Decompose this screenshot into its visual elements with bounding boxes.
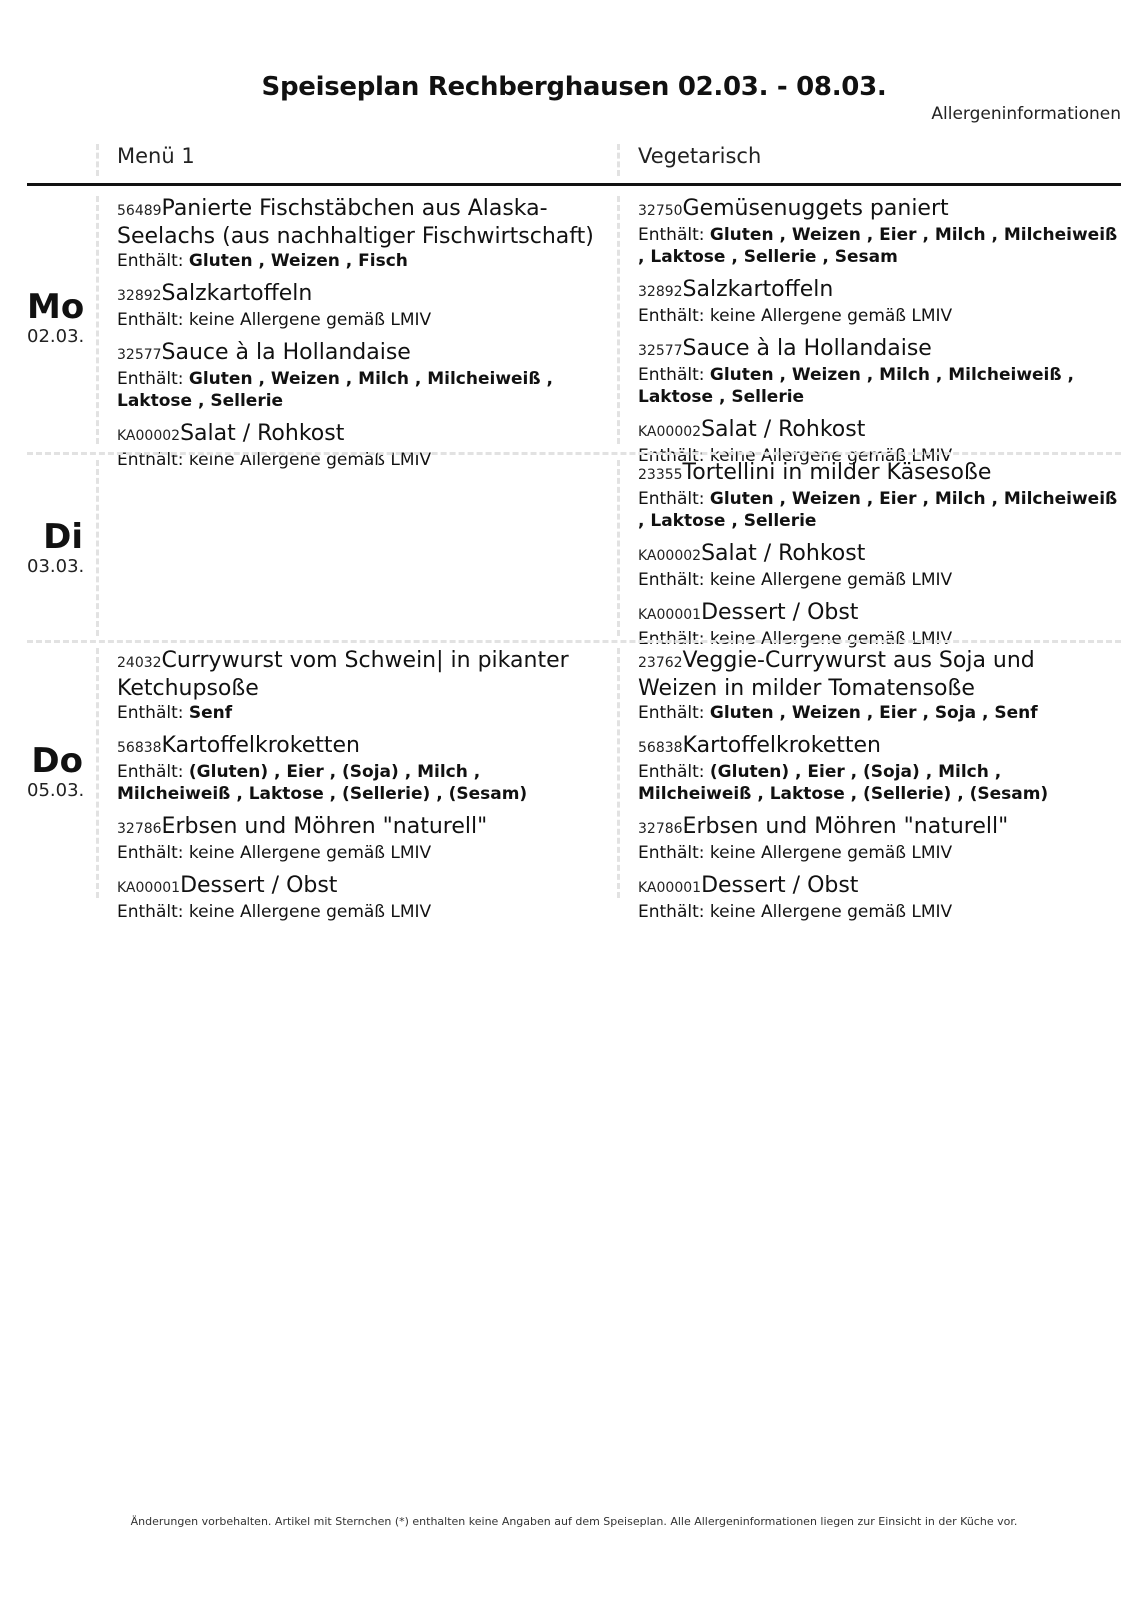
dish-code: 32577 — [638, 343, 683, 359]
day-divider — [27, 640, 1121, 643]
dish-line — [117, 281, 597, 309]
dish-code: 56489 — [117, 203, 162, 219]
day-label — [27, 288, 83, 348]
dish-name: Sauce à la Hollandaise — [682, 336, 932, 361]
menu-cell-vegetarisch — [617, 648, 1118, 922]
day-label — [27, 742, 83, 802]
allergen-list: Gluten , Weizen , Eier , Milch , Milcheiweiß , Laktose , Sellerie — [638, 489, 1118, 531]
day-row-di — [27, 460, 1121, 649]
page-title: Speiseplan Rechberghausen 02.03. - 08.03. — [261, 72, 887, 102]
allergen-prefix: Enthält: — [638, 489, 710, 509]
allergen-list: Gluten , Weizen , Milch , Milcheiweiß , Laktose , Sellerie — [117, 369, 553, 411]
dish-code: 32750 — [638, 203, 683, 219]
dish-line — [638, 417, 1118, 445]
allergen-line — [117, 368, 597, 412]
allergen-line — [638, 364, 1118, 408]
allergen-prefix: Enthält: — [117, 762, 189, 782]
menu-item — [117, 196, 597, 272]
dish-name: Erbsen und Möhren "naturell" — [161, 814, 488, 839]
dish-name: Dessert / Obst — [701, 600, 859, 625]
menu-item — [117, 281, 597, 331]
day-date: 02.03. — [27, 326, 85, 347]
allergen-prefix: Enthält: keine Allergene gemäß LMIV — [117, 450, 432, 470]
allergen-line — [117, 702, 597, 724]
dish-line — [638, 814, 1118, 842]
header-divider — [27, 183, 1121, 186]
dish-line — [638, 277, 1118, 305]
dish-line — [117, 814, 597, 842]
dish-name: Salat / Rohkost — [701, 417, 866, 442]
dish-name: Dessert / Obst — [701, 873, 859, 898]
dish-name: Gemüsenuggets paniert — [682, 196, 949, 221]
dish-line — [117, 873, 597, 901]
allergen-line — [638, 901, 1118, 923]
menu-item — [117, 733, 597, 805]
day-name: Mo — [27, 287, 85, 327]
dish-line — [638, 600, 1118, 628]
dish-name: Erbsen und Möhren "naturell" — [682, 814, 1009, 839]
allergen-line — [638, 628, 1118, 650]
menu-cell-menu-1 — [96, 648, 597, 922]
allergen-info-label: Allergeninformationen — [931, 104, 1121, 124]
dish-line — [117, 340, 597, 368]
day-name: Di — [43, 517, 83, 557]
dish-code: 56838 — [638, 740, 683, 756]
allergen-list: Gluten , Weizen , Eier , Soja , Senf — [709, 703, 1038, 723]
allergen-line — [117, 901, 597, 923]
menu-cell-vegetarisch — [617, 196, 1118, 466]
allergen-prefix: Enthält: keine Allergene gemäß LMIV — [117, 310, 432, 330]
dish-code: 32786 — [117, 821, 162, 837]
menu-item — [117, 873, 597, 923]
dish-code: KA00002 — [638, 548, 702, 564]
allergen-prefix: Enthält: — [117, 369, 189, 389]
dish-code: 24032 — [117, 655, 162, 671]
dish-name: Salzkartoffeln — [161, 281, 313, 306]
day-label — [27, 518, 83, 578]
allergen-line — [638, 842, 1118, 864]
dish-code: KA00002 — [638, 424, 702, 440]
menu-item — [638, 196, 1118, 268]
allergen-line — [117, 842, 597, 864]
allergen-line — [638, 305, 1118, 327]
dish-name: Tortellini in milder Käsesoße — [682, 460, 992, 485]
dish-name: Kartoffelkroketten — [682, 733, 881, 758]
menu-item — [638, 541, 1118, 591]
menu-item — [117, 814, 597, 864]
dish-line — [117, 733, 597, 761]
allergen-prefix: Enthält: keine Allergene gemäß LMIV — [117, 843, 432, 863]
dish-code: KA00001 — [638, 880, 702, 896]
allergen-line — [638, 224, 1118, 268]
allergen-line — [117, 761, 597, 805]
dish-code: 32892 — [638, 284, 683, 300]
allergen-prefix: Enthält: — [117, 703, 189, 723]
allergen-prefix: Enthält: keine Allergene gemäß LMIV — [638, 902, 953, 922]
allergen-prefix: Enthält: keine Allergene gemäß LMIV — [638, 570, 953, 590]
footer-note: Änderungen vorbehalten. Artikel mit Sternchen (*) enthalten keine Angaben auf dem Speiseplan. Alle Allergeninformationen liegen zur Einsicht in der Küche vor. — [130, 1515, 1018, 1528]
column-header-vegetarisch: Vegetarisch — [617, 144, 761, 176]
dish-code: 23355 — [638, 467, 683, 483]
allergen-prefix: Enthält: — [638, 762, 710, 782]
dish-line — [117, 648, 597, 702]
day-date: 03.03. — [27, 556, 85, 577]
menu-item — [638, 873, 1118, 923]
dish-line — [638, 196, 1118, 224]
allergen-prefix: Enthält: — [638, 225, 710, 245]
menu-item — [638, 336, 1118, 408]
dish-code: 32786 — [638, 821, 683, 837]
column-header-menu-1: Menü 1 — [96, 144, 195, 176]
dish-code: 32577 — [117, 347, 162, 363]
allergen-line — [638, 488, 1118, 532]
allergen-prefix: Enthält: keine Allergene gemäß LMIV — [638, 629, 953, 649]
allergen-line — [117, 250, 597, 272]
dish-line — [638, 336, 1118, 364]
dish-name: Salzkartoffeln — [682, 277, 834, 302]
day-date: 05.03. — [27, 780, 85, 801]
allergen-prefix: Enthält: keine Allergene gemäß LMIV — [638, 843, 953, 863]
dish-code: KA00001 — [638, 607, 702, 623]
dish-code: 23762 — [638, 655, 683, 671]
allergen-list: Senf — [188, 703, 233, 723]
day-name: Do — [31, 741, 83, 781]
dish-line — [638, 460, 1118, 488]
allergen-list: Gluten , Weizen , Eier , Milch , Milcheiweiß , Laktose , Sellerie , Sesam — [638, 225, 1118, 267]
menu-item — [117, 340, 597, 412]
menu-item — [117, 648, 597, 724]
allergen-line — [117, 309, 597, 331]
allergen-prefix: Enthält: — [638, 703, 710, 723]
menu-item — [638, 460, 1118, 532]
dish-name: Dessert / Obst — [180, 873, 338, 898]
dish-name: Currywurst vom Schwein| in pikanter Ketchupsoße — [117, 648, 569, 701]
menu-cell-menu-1 — [96, 196, 597, 470]
allergen-list: (Gluten) , Eier , (Soja) , Milch , Milcheiweiß , Laktose , (Sellerie) , (Sesam) — [638, 762, 1049, 804]
menu-cell-vegetarisch — [617, 460, 1118, 649]
dish-name: Veggie-Currywurst aus Soja und Weizen in milder Tomatensoße — [638, 648, 1035, 701]
dish-line — [638, 541, 1118, 569]
dish-name: Salat / Rohkost — [180, 421, 345, 446]
menu-item — [638, 648, 1118, 724]
dish-line — [117, 196, 597, 250]
dish-code: 56838 — [117, 740, 162, 756]
allergen-prefix: Enthält: keine Allergene gemäß LMIV — [117, 902, 432, 922]
dish-code: KA00002 — [117, 428, 181, 444]
day-row-mo — [27, 196, 1121, 470]
menu-item — [638, 277, 1118, 327]
day-divider — [27, 452, 1121, 455]
dish-name: Kartoffelkroketten — [161, 733, 360, 758]
dish-line — [638, 733, 1118, 761]
allergen-line — [638, 702, 1118, 724]
dish-name: Sauce à la Hollandaise — [161, 340, 411, 365]
allergen-prefix: Enthält: — [638, 365, 710, 385]
dish-code: 32892 — [117, 288, 162, 304]
allergen-prefix: Enthält: keine Allergene gemäß LMIV — [638, 306, 953, 326]
dish-name: Salat / Rohkost — [701, 541, 866, 566]
day-row-do — [27, 648, 1121, 922]
menu-item — [638, 814, 1118, 864]
allergen-list: Gluten , Weizen , Milch , Milcheiweiß , Laktose , Sellerie — [638, 365, 1074, 407]
dish-line — [117, 421, 597, 449]
menu-cell-menu-1 — [96, 460, 597, 636]
dish-code: KA00001 — [117, 880, 181, 896]
menu-item — [638, 733, 1118, 805]
allergen-list: Gluten , Weizen , Fisch — [188, 251, 408, 271]
dish-line — [638, 648, 1118, 702]
allergen-prefix: Enthält: keine Allergene gemäß LMIV — [638, 446, 953, 466]
dish-line — [638, 873, 1118, 901]
allergen-line — [638, 569, 1118, 591]
allergen-prefix: Enthält: — [117, 251, 189, 271]
allergen-line — [638, 761, 1118, 805]
dish-name: Panierte Fischstäbchen aus Alaska-Seelachs (aus nachhaltiger Fischwirtschaft) — [117, 196, 594, 249]
allergen-list: (Gluten) , Eier , (Soja) , Milch , Milcheiweiß , Laktose , (Sellerie) , (Sesam) — [117, 762, 528, 804]
